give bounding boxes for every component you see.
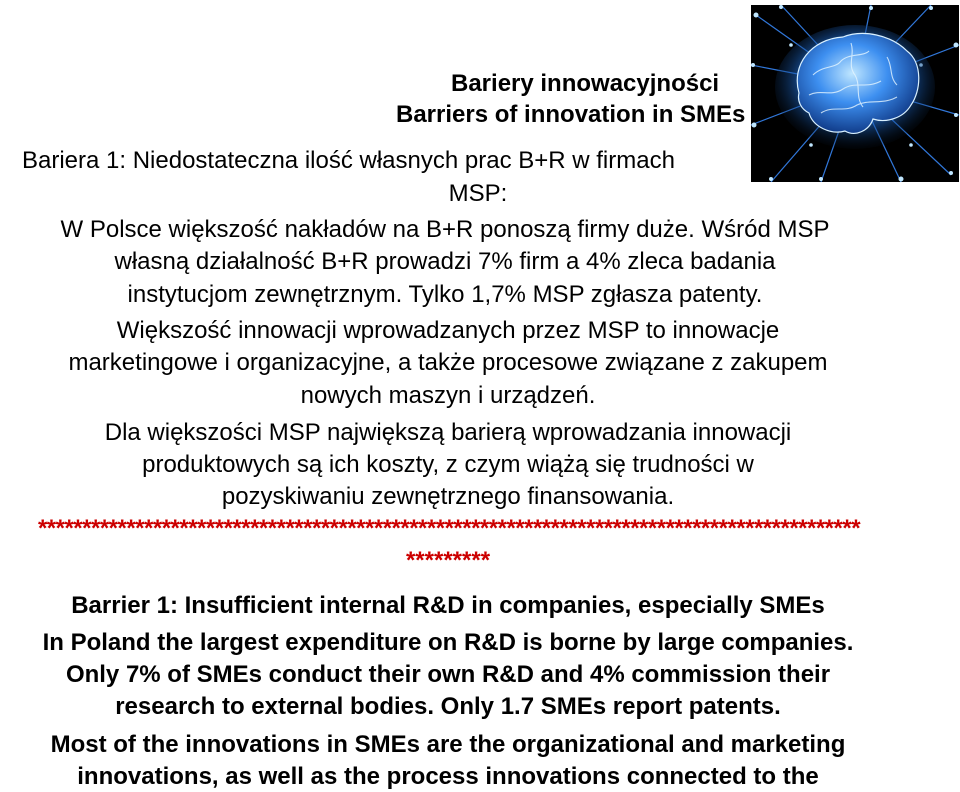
paragraph-en-2-line-2: innovations, as well as the process innovations connected to the xyxy=(77,763,819,790)
paragraph-en-2-line-1: Most of the innovations in SMEs are the organizational and marketing xyxy=(50,731,846,758)
paragraph-en-1-line-1: In Poland the largest expenditure on R&D is borne by large companies. xyxy=(42,629,854,656)
paragraph-pl-1-line-2: własną działalność B+R prowadzi 7% firm a 4% zleca badania xyxy=(114,248,776,275)
brain-network-icon xyxy=(751,5,959,182)
barrier-heading-pl-cont: MSP: xyxy=(448,180,508,207)
paragraph-en-1-line-2: Only 7% of SMEs conduct their own R&D and 4% commission their xyxy=(65,661,831,688)
paragraph-pl-1-line-1: W Polsce większość nakładów na B+R ponoszą firmy duże. Wśród MSP xyxy=(60,216,830,243)
page-title-en: Barriers of innovation in SMEs xyxy=(396,101,746,128)
page-title-pl: Bariery innowacyjności xyxy=(451,70,720,97)
separator-line-2: ********* xyxy=(405,547,491,574)
separator-line-1: ********************************************************************************************* xyxy=(37,515,861,542)
barrier-heading-en: Barrier 1: Insufficient internal R&D in companies, especially SMEs xyxy=(71,592,825,619)
paragraph-en-1-line-3: research to external bodies. Only 1.7 SMEs report patents. xyxy=(115,693,781,720)
barrier-heading-pl: Bariera 1: Niedostateczna ilość własnych prac B+R w firmach xyxy=(22,147,675,174)
paragraph-pl-2-line-1: Większość innowacji wprowadzanych przez MSP to innowacje xyxy=(116,317,780,344)
brain-network-graphic xyxy=(751,5,959,182)
paragraph-pl-2-line-2: marketingowe i organizacyjne, a także procesowe związane z zakupem xyxy=(68,349,828,376)
paragraph-pl-1-line-3: instytucjom zewnętrznym. Tylko 1,7% MSP zgłasza patenty. xyxy=(127,281,763,308)
paragraph-pl-3-line-2: produktowych są ich koszty, z czym wiążą się trudności w xyxy=(142,451,754,478)
paragraph-pl-3-line-1: Dla większości MSP największą barierą wprowadzania innowacji xyxy=(104,419,792,446)
paragraph-pl-2-line-3: nowych maszyn i urządzeń. xyxy=(300,382,596,409)
paragraph-pl-3-line-3: pozyskiwaniu zewnętrznego finansowania. xyxy=(221,483,675,510)
